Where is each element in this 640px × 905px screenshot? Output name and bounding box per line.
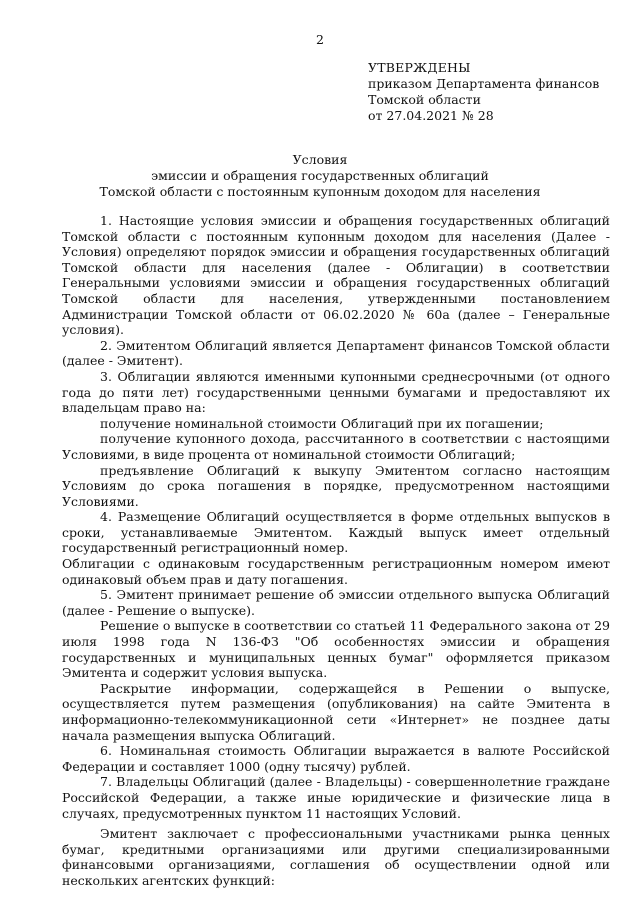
paragraph-12: 6. Номинальная стоимость Облигации выражается в валюте Российской Федерации и составляет 1000 (одну тысячу) рублей. bbox=[62, 743, 610, 774]
title-line-2: эмиссии и обращения государственных облигаций bbox=[151, 168, 489, 183]
paragraph-14: Эмитент заключает с профессиональными участниками рынка ценных бумаг, кредитными организациями или другими специализированными финансовыми организациями, соглашения об осуществлении одной или нескольких агентских функций: bbox=[62, 826, 610, 888]
paragraph-1: 1. Настоящие условия эмиссии и обращения государственных облигаций Томской области с постоянным купонным доходом для населения (Далее - Условия) определяют порядок эмиссии и обращения государственных облигаций Томской области для населения (далее - Облигации) в соответствии Генеральными условиями эмиссии и обращения государственных облигаций Томской области для населения, утвержденными постановлением Администрации Томской области от 06.02.2020 № 60а (далее – Генеральные условия). bbox=[62, 213, 610, 338]
paragraph-2: 2. Эмитентом Облигаций является Департамент финансов Томской области (далее - Эмитент). bbox=[62, 337, 610, 369]
paragraph-6: предъявление Облигаций к выкупу Эмитентом согласно настоящим Условиям до срока погашения в порядке, предусмотренном настоящими Условиями. bbox=[62, 462, 610, 509]
approval-line-1: приказом Департамента финансов bbox=[368, 76, 600, 91]
paragraph-8: Облигации с одинаковым государственным регистрационным номером имеют одинаковый объем прав и дату погашения. bbox=[62, 556, 610, 587]
paragraph-11: Раскрытие информации, содержащейся в Решении о выпуске, осуществляется путем размещения (опубликования) на сайте Эмитента в информационно-телекоммуникационной сети «Интернет» не позднее даты начала размещения выпуска Облигаций. bbox=[62, 680, 610, 743]
document-body bbox=[62, 213, 610, 889]
approval-heading: УТВЕРЖДЕНЫ bbox=[368, 60, 471, 75]
approval-line-3: от 27.04.2021 № 28 bbox=[368, 108, 494, 123]
paragraph-4: получение номинальной стоимости Облигаций при их погашении; bbox=[100, 415, 544, 431]
approval-line-2: Томской области bbox=[368, 92, 481, 107]
paragraph-5: получение купонного дохода, рассчитанного в соответствии с настоящими Условиями, в виде процента от номинальной стоимости Облигаций; bbox=[62, 431, 610, 462]
paragraph-7: 4. Размещение Облигаций осуществляется в форме отдельных выпусков в сроки, устанавливаемые Эмитентом. Каждый выпуск имеет отдельный государственный регистрационный номер. bbox=[62, 509, 610, 556]
document-title bbox=[40, 152, 600, 200]
paragraph-10: Решение о выпуске в соответствии со статьей 11 Федерального закона от 29 июля 1998 года N 136-ФЗ "Об особенностях эмиссии и обращения государственных и муниципальных ценных бумаг" оформляется приказом Эмитента и содержит условия выпуска. bbox=[62, 618, 610, 681]
paragraph-9: 5. Эмитент принимает решение об эмиссии отдельного выпуска Облигаций (далее - Решение о выпуске). bbox=[62, 587, 610, 618]
paragraph-13: 7. Владельцы Облигаций (далее - Владельцы) - совершеннолетние граждане Российской Федерации, а также иные юридические и физические лица в случаях, предусмотренных пунктом 11 настоящих Условий. bbox=[62, 774, 610, 821]
page-number: 2 bbox=[316, 32, 324, 47]
paragraph-3: 3. Облигации являются именными купонными среднесрочными (от одного года до пяти лет) государственными ценными бумагами и предоставляют их владельцам право на: bbox=[62, 368, 610, 416]
title-line-3: Томской области с постоянным купонным доходом для населения bbox=[99, 184, 541, 199]
approval-block bbox=[368, 60, 628, 124]
title-line-1: Условия bbox=[292, 152, 348, 167]
